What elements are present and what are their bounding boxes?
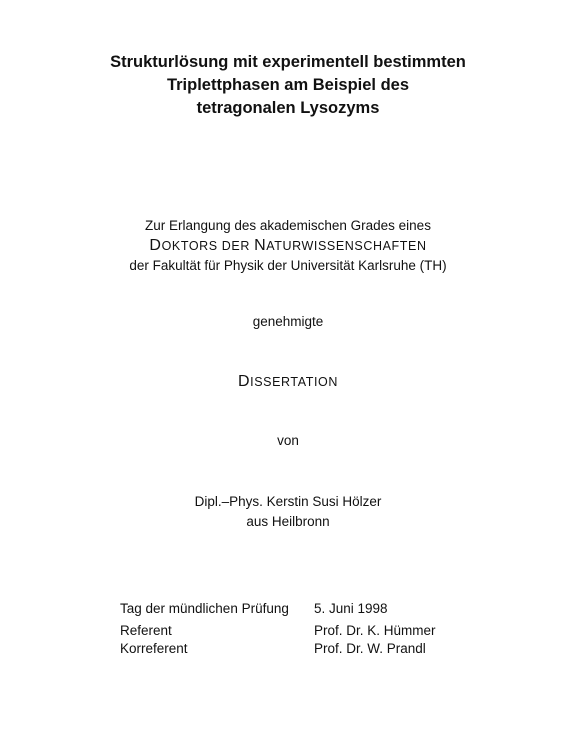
exam-details (120, 600, 436, 658)
title-line-1: Strukturlösung mit experimentell bestimmten (110, 53, 466, 71)
coreferee-value: Prof. Dr. W. Prandl (314, 641, 426, 656)
dissertation-small: ISSERTATION (250, 375, 339, 389)
coreferee-label: Korreferent (120, 641, 188, 656)
exam-row-coreferee (120, 640, 436, 658)
by-label: von (277, 433, 299, 448)
referee-label: Referent (120, 623, 172, 638)
approved-label: genehmigte (252, 314, 324, 329)
degree-small-2: ATURWISSENSCHAFTEN (266, 239, 427, 253)
author-origin: aus Heilbronn (246, 514, 330, 529)
dissertation-label (0, 373, 576, 391)
exam-date-value: 5. Juni 1998 (314, 601, 388, 616)
title-line-3: tetragonalen Lysozyms (196, 99, 380, 117)
degree-small-1: OKTORS DER (161, 239, 255, 253)
author-block (0, 492, 576, 532)
faculty-line: der Fakultät für Physik der Universität Karlsruhe (TH) (129, 258, 447, 273)
degree-cap-2: N (254, 237, 267, 254)
degree-block (0, 216, 576, 276)
degree-intro: Zur Erlangung des akademischen Grades eines (145, 218, 431, 233)
exam-date-label: Tag der mündlichen Prüfung (120, 601, 289, 616)
degree-cap-1: D (149, 237, 162, 254)
author-name: Dipl.–Phys. Kerstin Susi Hölzer (194, 494, 382, 509)
referee-value: Prof. Dr. K. Hümmer (314, 623, 436, 638)
degree-name (0, 236, 576, 256)
thesis-title (0, 51, 576, 120)
exam-row-date (120, 600, 436, 618)
exam-row-referee (120, 622, 436, 640)
title-line-2: Triplettphasen am Beispiel des (166, 76, 410, 94)
dissertation-cap: D (237, 373, 251, 390)
